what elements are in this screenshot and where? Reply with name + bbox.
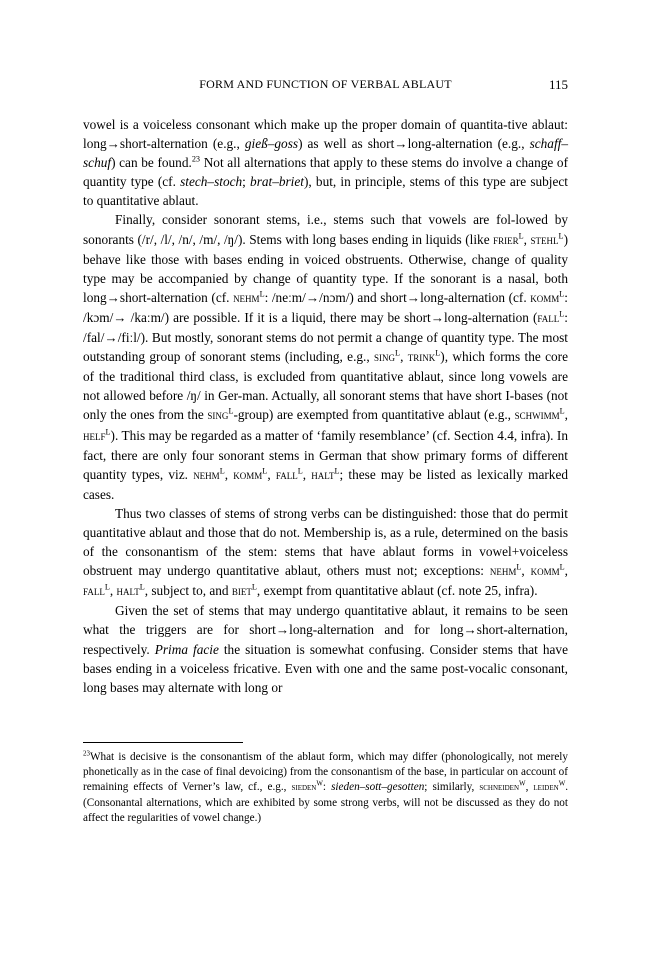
- paragraph: Finally, consider sonorant stems, i.e., stems such that vowels are fol-lowed by sonorants (/r/, /l/, /n/, /m/, /ŋ/). Stems with long bases ending in liquids (like frier$^L$, stehl$^L$) behave like those with bases ending in voiced obstruents. Otherwise, change of quality type may be accompanied by change of quantity type. If the sonorant is a nasal, both long→short-alternation (cf. nehm$^L$: /neːm/→/nɔm/) and short→long-alternation (cf. komm$^L$: /kɔm/→ /kaːm/) are possible. If it is a liquid, there may be short→long-alternation (fall$^L$: /fal/→/fiːl/). But mostly, sonorant stems do not permit a change of quantity type. The most outstanding group of sonorant stems (including, e.g., sing$^L$, trink$^L$), which forms the core of the traditional third class, is excluded from quantitative ablaut, since long vowels are not allowed before /ŋ/ in Ger-man. Actually, all sonorant stems that have short I-bases (not only the ones from the sing$^L$-group) are exempted from quantitative ablaut (e.g., schwimm$^L$, helf$^L$). This may be regarded as a matter of ‘family resemblance’ (cf. Section 4.4, infra). In fact, there are only four sonorant stems in German that show primary forms of different quantity types, viz. nehm$^L$, komm$^L$, fall$^L$, halt$^L$; these may be listed as lexically marked cases.: [83, 212, 568, 502]
- body-text: [83, 115, 568, 697]
- footnotes: [83, 750, 568, 826]
- paragraph: Thus two classes of stems of strong verbs can be distinguished: those that do permit quantitative ablaut and those that do not. Membership is, as a rule, determined on the basis of the consonantism of the stem: stems that have ablaut forms in vowel+voiceless obstruent may undergo quantitative ablaut, others must not; exceptions: nehm$^L$, komm$^L$, fall$^L$, halt$^L$, subject to, and biet$^L$, exempt from quantitative ablaut (cf. note 25, infra).: [83, 505, 568, 599]
- paragraph: Given the set of stems that may undergo quantitative ablaut, it remains to be seen what the triggers are for short→long-alternation and for long→short-alternation, respectively. Prima facie the situation is somewhat confusing. Consider stems that have bases ending in a voiceless fricative. Even with one and the same post-vocalic consonant, long bases may alternate with long or: [83, 603, 568, 695]
- footnote-23: $^{23}$What is decisive is the consonantism of the ablaut form, which may differ (phonologically, not merely phonetically as in the case of final devoicing) from the consonantism of the base, in particular on account of remaining effects of Verner’s law, cf., e.g., sieden$^W$: sieden–sott–gesotten; similarly, schneiden$^W$, leiden$^W$. (Consonantal alternations, which are exhibited by some strong verbs, will not be discussed as they do not affect the regularities of vowel change.): [83, 749, 569, 824]
- running-head: [83, 77, 568, 95]
- paragraph: vowel is a voiceless consonant which make up the proper domain of quantita-tive ablaut: long→short-alternation (e.g., gieß–goss) as well as short→long-alternation (e.g., schaff–schuf) can be found.$^{23}$ Not all alternations that apply to these stems do involve a change of quantity type (cf. stech–stoch; brat–briet), but, in principle, stems of this type are subject to quantitative ablaut.: [83, 117, 568, 209]
- page-number: 115: [548, 77, 568, 92]
- running-head-title: FORM AND FUNCTION OF VERBAL ABLAUT: [199, 77, 452, 91]
- footnote-separator: [83, 742, 243, 743]
